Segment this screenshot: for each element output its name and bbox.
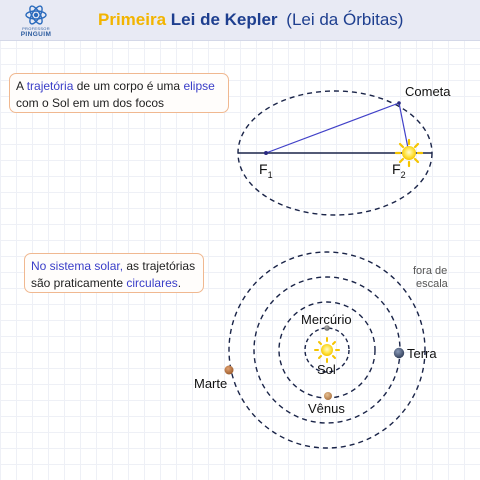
callout2-highlight-circulares: circulares (126, 276, 178, 290)
title-word-primeira: Primeira (98, 10, 167, 29)
f1-to-comet-line (266, 103, 399, 153)
ellipse-orbit-group (238, 84, 451, 215)
solar-system-group (194, 252, 449, 448)
venus-label: Vênus (308, 401, 345, 416)
focus-f2-label (392, 161, 406, 180)
callout1-text-a: A (16, 79, 27, 93)
callout2-text-b: . (177, 276, 182, 290)
f1-subscript: 1 (267, 170, 273, 180)
callout1-text-b: de um corpo é uma (73, 79, 184, 93)
f2-letter: F (392, 161, 401, 177)
comet-label: Cometa (405, 84, 451, 99)
focus-f1-point (264, 151, 268, 155)
logo-text-line2: PINGUIM (20, 31, 52, 38)
sun-label: Sol (317, 362, 336, 377)
logo-text-line1: PROFESSOR (22, 26, 50, 31)
focus-f1-label (259, 161, 273, 180)
f1-letter: F (259, 161, 268, 177)
scale-note-line2: escala (416, 278, 448, 290)
sun-icon (315, 338, 339, 362)
mercury-label: Mercúrio (301, 312, 352, 327)
mars-planet (225, 366, 234, 375)
title-subtitle: (Lei da Órbitas) (286, 10, 404, 29)
venus-planet (324, 392, 332, 400)
callout1-text-c: com o Sol em um dos focos (16, 96, 165, 110)
callout2-text-a: as trajetórias são praticamente (31, 259, 196, 290)
comet-marker (397, 101, 401, 105)
callout1-highlight-trajetoria: trajetória (26, 79, 74, 93)
earth-label: Terra (407, 346, 437, 361)
mars-label: Marte (194, 376, 228, 391)
callout1-highlight-elipse: elipse (183, 79, 215, 93)
callout2-highlight-sistema-solar: No sistema solar, (31, 259, 124, 273)
earth-planet (394, 348, 404, 358)
scale-note-line1: fora de (413, 265, 448, 277)
title-lei-de-kepler: Lei de Kepler (170, 10, 278, 29)
f2-subscript: 2 (400, 170, 406, 180)
